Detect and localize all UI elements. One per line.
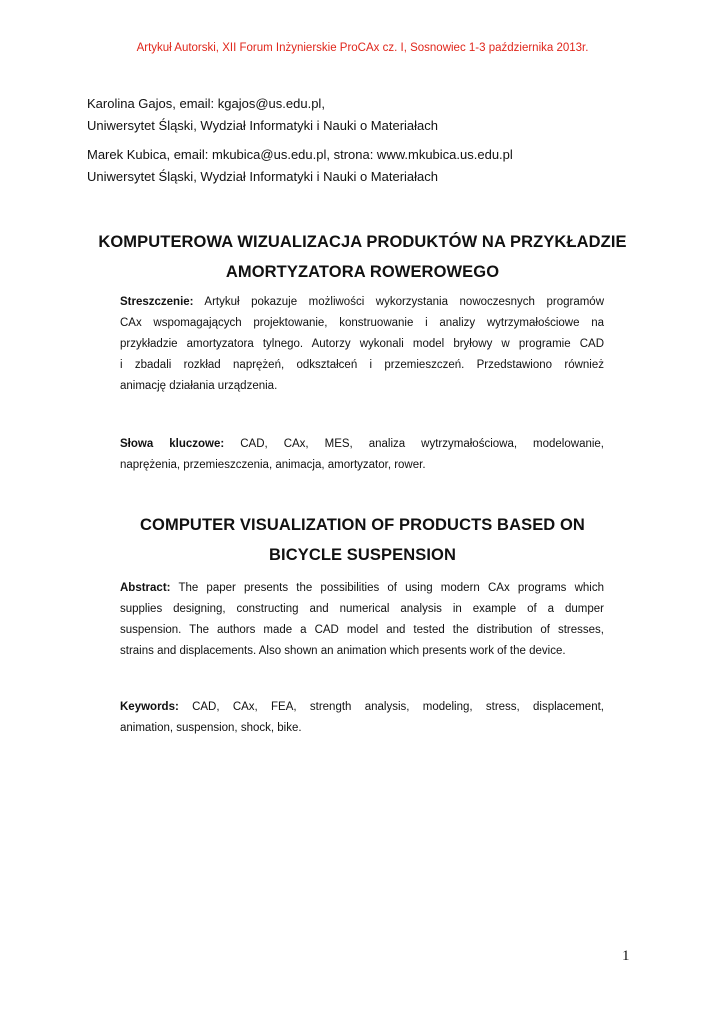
author-contact: Karolina Gajos, email: kgajos@us.edu.pl, [87,96,325,111]
author-affiliation: Uniwersytet Śląski, Wydział Informatyki i Nauki o Materiałach [87,118,438,133]
keywords-line: Słowa kluczowe: CAD, CAx, MES, analiza wytrzymałościowa, modelowanie, [120,438,605,450]
abstract-line: Abstract: The paper presents the possibilities of using modern CAx programs which [120,582,604,594]
title-line: BICYCLE SUSPENSION [269,546,456,564]
abstract-line: supplies designing, constructing and numerical analysis in example of a dumper [120,603,604,615]
keywords-line: naprężenia, przemieszczenia, animacja, amortyzator, rower. [120,459,426,471]
abstract-line: animację działania urządzenia. [120,380,278,392]
abstract-line: i zbadali rozkład naprężeń, odkształceń i przemieszczeń. Przedstawiono również [120,359,604,371]
abstract-label: Abstract: [120,582,171,594]
abstract-english [120,578,604,662]
abstract-line: przykładzie amortyzatora tylnego. Autorzy wykonali model bryłowy w programie CAD [120,338,604,350]
abstract-label: Streszczenie: [120,296,194,308]
author-entry [87,93,647,137]
keywords-label: Keywords: [120,701,179,713]
title-line: KOMPUTEROWA WIZUALIZACJA PRODUKTÓW NA PRZYKŁADZIE [98,233,627,251]
keywords-line: animation, suspension, shock, bike. [120,722,302,734]
paper-title-english [60,510,665,570]
abstract-polish [120,292,604,397]
author-list [87,93,647,188]
running-header: Artykuł Autorski, XII Forum Inżynierskie ProCAx cz. I, Sosnowiec 1-3 października 2013r. [136,42,589,54]
author-contact: Marek Kubica, email: mkubica@us.edu.pl, strona: www.mkubica.us.edu.pl [87,147,513,162]
abstract-line: strains and displacements. Also shown an animation which presents work of the device. [120,645,566,657]
keywords-polish [120,434,604,476]
abstract-line: Streszczenie: Artykuł pokazuje możliwości wykorzystania nowoczesnych programów [120,296,605,308]
abstract-line: CAx wspomagających projektowanie, konstruowanie i analizy wytrzymałościowe na [120,317,604,329]
keywords-line: Keywords: CAD, CAx, FEA, strength analysis, modeling, stress, displacement, [120,701,604,713]
paper-title-polish [60,227,665,287]
keywords-english [120,697,604,739]
keywords-label: Słowa kluczowe: [120,438,225,450]
title-line: AMORTYZATORA ROWEROWEGO [225,263,500,281]
abstract-line: suspension. The authors made a CAD model and tested the distribution of stresses, [120,624,604,636]
page-number: 1 [622,948,630,964]
title-line: COMPUTER VISUALIZATION OF PRODUCTS BASED ON [140,516,585,534]
author-entry [87,144,647,188]
author-affiliation: Uniwersytet Śląski, Wydział Informatyki i Nauki o Materiałach [87,169,438,184]
